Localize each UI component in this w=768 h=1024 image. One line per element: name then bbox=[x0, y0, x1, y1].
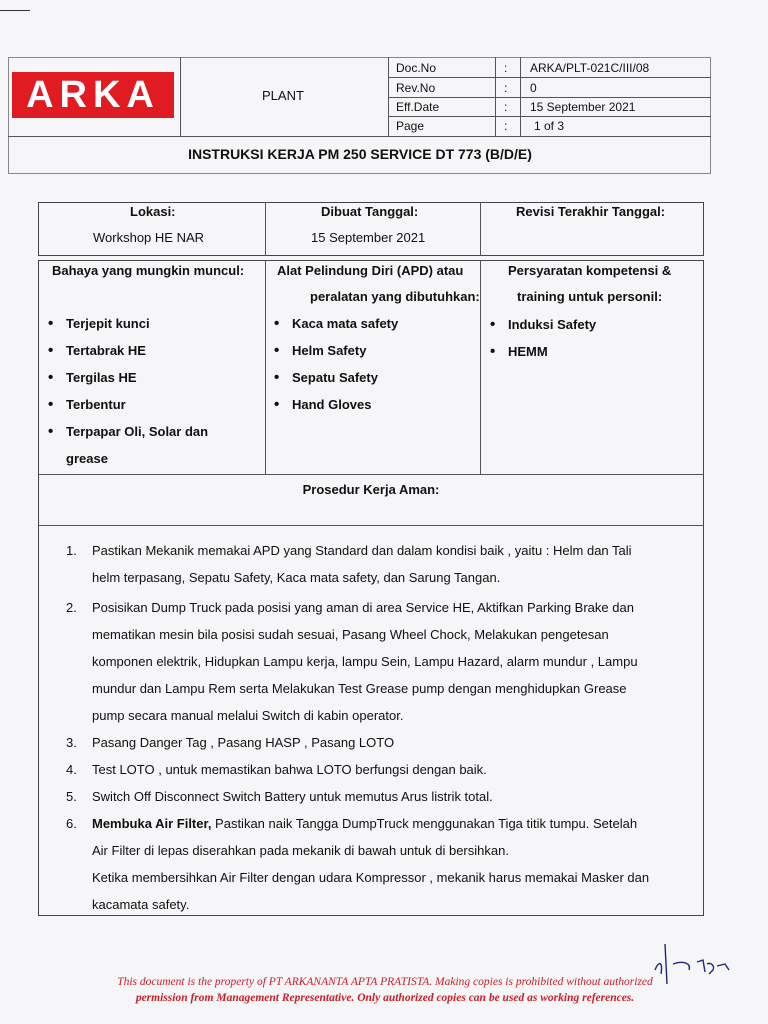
hazard-item: • Tertabrak HE bbox=[42, 337, 262, 364]
procedure-step: 6. Membuka Air Filter, Pastikan naik Tangga DumpTruck menggunakan Tiga titik tumpu. Setelah Air Filter di lepas diserahkan pada mekanik di bawah untuk di bersihkan. Ketika membersihkan Air Filter dengan udara Kompressor , mekanik harus memakai Masker dan kacamata safety. bbox=[66, 816, 650, 912]
hazard-item: • Terbentur bbox=[42, 391, 262, 418]
revisi-label: Revisi Terakhir Tanggal: bbox=[516, 204, 666, 219]
apd-list bbox=[268, 310, 478, 418]
procedure-step: 1. Pastikan Mekanik memakai APD yang Standard dan dalam kondisi baik , yaitu : Helm dan Tali helm terpasang, Sepatu Safety, Kaca mata safety, dan Sarung Tangan. bbox=[66, 543, 632, 585]
footer-notice: This document is the property of PT ARKANANTA APTA PRATISTA. Making copies is prohibited without authorized permission from Management Representative. Only authorized copies can be used as working references. bbox=[117, 976, 653, 1004]
arka-logo: ARKA bbox=[12, 72, 174, 118]
apd-item: • Kaca mata safety bbox=[268, 310, 478, 337]
hazard-item: • Tergilas HE bbox=[42, 364, 262, 391]
hazard-item: • Terpapar Oli, Solar dan grease bbox=[42, 418, 241, 472]
rev-no-label: Rev.No bbox=[396, 81, 436, 95]
colon: : bbox=[504, 61, 508, 75]
hazards-list bbox=[42, 310, 262, 472]
colon: : bbox=[504, 119, 508, 133]
hazard-item: • Terjepit kunci bbox=[42, 310, 262, 337]
eff-date-label: Eff.Date bbox=[396, 100, 440, 114]
department-label: PLANT bbox=[262, 88, 304, 103]
doc-no-label: Doc.No bbox=[396, 61, 437, 75]
dibuat-label: Dibuat Tanggal: bbox=[321, 204, 419, 219]
colon: : bbox=[504, 81, 508, 95]
apd-item: • Helm Safety bbox=[268, 337, 478, 364]
competency-title-line2: training untuk personil: bbox=[517, 289, 663, 304]
procedure-step: 4. Test LOTO , untuk memastikan bahwa LOTO berfungsi dengan baik. bbox=[66, 762, 487, 777]
corner-mark bbox=[0, 10, 30, 11]
apd-title-line2: peralatan yang dibutuhkan: bbox=[310, 289, 480, 304]
lokasi-value: Workshop HE NAR bbox=[93, 230, 205, 245]
apd-title-line1: Alat Pelindung Diri (APD) atau bbox=[277, 263, 464, 278]
rev-no-value: 0 bbox=[530, 81, 537, 95]
dibuat-value: 15 September 2021 bbox=[311, 230, 426, 245]
page-value: 1 of 3 bbox=[534, 119, 565, 133]
page-label: Page bbox=[396, 119, 425, 133]
competency-item: • Induksi Safety bbox=[484, 311, 699, 338]
colon: : bbox=[504, 100, 508, 114]
apd-item: • Hand Gloves bbox=[268, 391, 478, 418]
competency-title-line1: Persyaratan kompetensi & bbox=[508, 263, 672, 278]
document-title: INSTRUKSI KERJA PM 250 SERVICE DT 773 (B/D/E) bbox=[188, 146, 532, 162]
doc-no-value: ARKA/PLT-021C/III/08 bbox=[530, 61, 650, 75]
eff-date-value: 15 September 2021 bbox=[530, 100, 636, 114]
procedure-title: Prosedur Kerja Aman: bbox=[302, 482, 440, 497]
lokasi-label: Lokasi: bbox=[130, 204, 176, 219]
procedure-step: 2. Posisikan Dump Truck pada posisi yang aman di area Service HE, Aktifkan Parking Brake dan mematikan mesin bila posisi sudah sesuai, Pasang Wheel Chock, Melakukan pengetesan komponen elektrik, Hidupkan Lampu kerja, lampu Sein, Lampu Hazard, alarm mundur , Lampu mundur dan Lampu Rem serta Melakukan Test Grease pump dengan menghidupkan Grease pump secara manual melalui Switch di kabin operator. bbox=[66, 600, 638, 723]
procedure-step: 3. Pasang Danger Tag , Pasang HASP , Pasang LOTO bbox=[66, 735, 395, 750]
apd-item: • Sepatu Safety bbox=[268, 364, 478, 391]
procedure-steps bbox=[66, 537, 700, 918]
procedure-step: 5. Switch Off Disconnect Switch Battery untuk memutus Arus listrik total. bbox=[66, 789, 493, 804]
competency-list bbox=[484, 311, 699, 365]
hazards-title: Bahaya yang mungkin muncul: bbox=[52, 263, 245, 278]
competency-item: • HEMM bbox=[484, 338, 699, 365]
